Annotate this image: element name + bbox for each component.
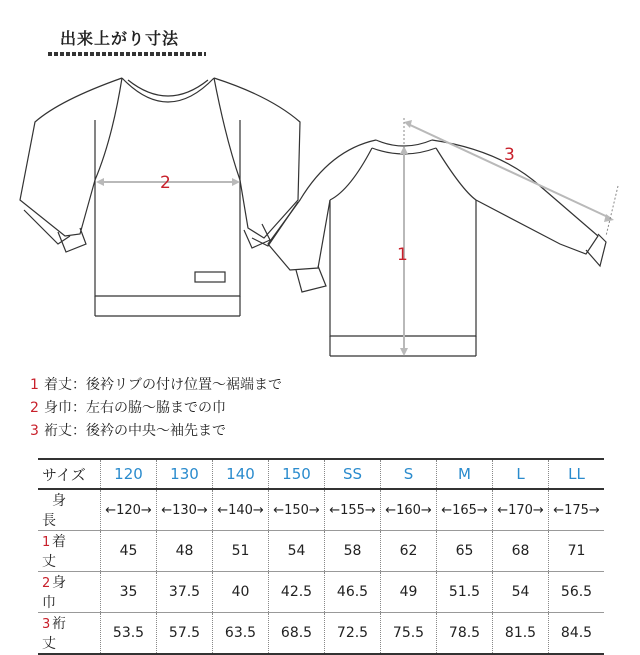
table-row: [38, 572, 604, 613]
table-cell: 81.5: [493, 613, 549, 655]
table-cell: 78.5: [437, 613, 493, 655]
legend-num: 3: [30, 423, 39, 439]
table-cell: ←165→: [437, 489, 493, 531]
legend-text: 裄丈：後衿の中央～袖先まで: [44, 423, 226, 439]
table-cell: 42.5: [269, 572, 325, 613]
back-sweatshirt-drawing: [268, 140, 606, 356]
table-cell: 65: [437, 531, 493, 572]
size-col: S: [381, 459, 437, 489]
table-cell: ←170→: [493, 489, 549, 531]
label-body-length: 1: [397, 245, 408, 265]
size-col: 130: [157, 459, 213, 489]
table-row: [38, 613, 604, 655]
size-header-label: サイズ: [38, 459, 101, 489]
size-header-row: [38, 459, 604, 489]
table-cell: 72.5: [325, 613, 381, 655]
measurement-legend: [30, 374, 282, 443]
table-cell: ←120→: [101, 489, 157, 531]
legend-text: 身巾：左右の脇～脇までの巾: [44, 400, 226, 416]
legend-item: [30, 374, 282, 397]
table-cell: 54: [269, 531, 325, 572]
table-cell: 49: [381, 572, 437, 613]
legend-num: 2: [30, 400, 39, 416]
table-cell: 58: [325, 531, 381, 572]
table-cell: 63.5: [213, 613, 269, 655]
size-col: M: [437, 459, 493, 489]
table-cell: ←150→: [269, 489, 325, 531]
table-cell: ←155→: [325, 489, 381, 531]
table-cell: 56.5: [549, 572, 605, 613]
table-cell: 68.5: [269, 613, 325, 655]
row-label: 1 着 丈: [38, 531, 101, 572]
table-cell: ←130→: [157, 489, 213, 531]
label-body-width: 2: [160, 173, 171, 193]
table-cell: ←160→: [381, 489, 437, 531]
table-cell: 75.5: [381, 613, 437, 655]
table-cell: ←175→: [549, 489, 605, 531]
size-table: [38, 458, 604, 655]
table-cell: 84.5: [549, 613, 605, 655]
size-col: L: [493, 459, 549, 489]
label-sleeve-length: 3: [504, 145, 515, 165]
sweatshirt-diagram: [0, 60, 640, 370]
measurement-lines: [96, 120, 614, 356]
table-cell: 37.5: [157, 572, 213, 613]
table-cell: 53.5: [101, 613, 157, 655]
table-cell: 51.5: [437, 572, 493, 613]
table-cell: 71: [549, 531, 605, 572]
table-cell: 48: [157, 531, 213, 572]
size-col: SS: [325, 459, 381, 489]
legend-text: 着丈：後衿リブの付け位置～裾端まで: [44, 377, 282, 393]
table-cell: 51: [213, 531, 269, 572]
table-row: [38, 489, 604, 531]
size-col: 140: [213, 459, 269, 489]
table-cell: ←140→: [213, 489, 269, 531]
size-col: 120: [101, 459, 157, 489]
title-underline: [48, 52, 206, 56]
row-label: 2 身 巾: [38, 572, 101, 613]
size-col: 150: [269, 459, 325, 489]
table-cell: 62: [381, 531, 437, 572]
legend-item: [30, 397, 282, 420]
size-col: LL: [549, 459, 605, 489]
legend-num: 1: [30, 377, 39, 393]
table-cell: 46.5: [325, 572, 381, 613]
row-label: 3 裄 丈: [38, 613, 101, 655]
row-label: 身 長: [38, 489, 101, 531]
table-cell: 35: [101, 572, 157, 613]
legend-item: [30, 420, 282, 443]
table-cell: 40: [213, 572, 269, 613]
page-title: 出来上がり寸法: [60, 29, 180, 48]
table-cell: 45: [101, 531, 157, 572]
table-cell: 68: [493, 531, 549, 572]
table-row: [38, 531, 604, 572]
table-cell: 57.5: [157, 613, 213, 655]
table-cell: 54: [493, 572, 549, 613]
front-sweatshirt-drawing: [20, 78, 300, 316]
